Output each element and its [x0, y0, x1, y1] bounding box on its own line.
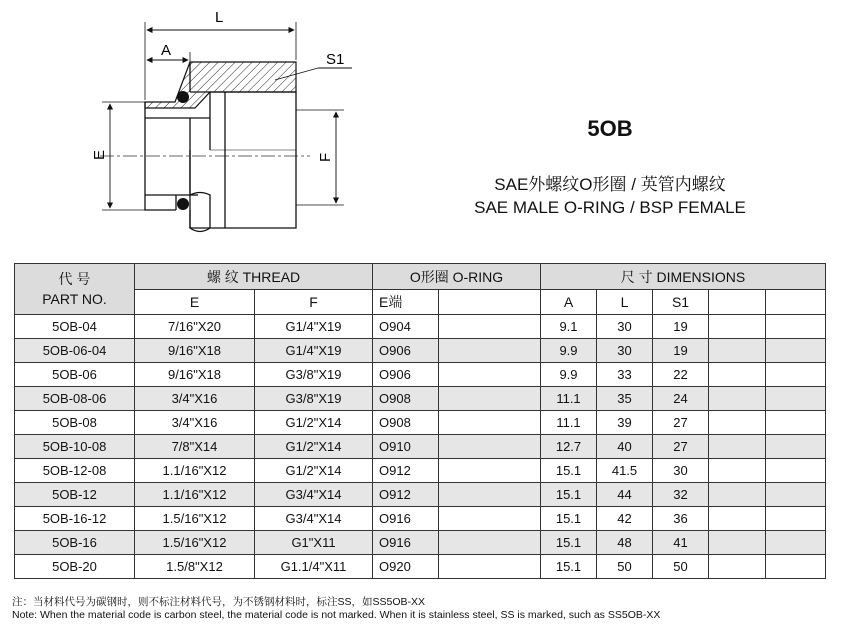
cell-dim-A: 11.1	[541, 411, 597, 435]
cell-dim-A: 15.1	[541, 555, 597, 579]
cell-oring: O916	[373, 531, 439, 555]
cell-blank	[709, 315, 766, 339]
table-row	[15, 315, 826, 339]
cell-blank	[709, 531, 766, 555]
cell-blank	[766, 459, 826, 483]
note-cn: 注：当材料代号为碳钢时，则不标注材料代号，为不锈钢材料时，标注SS，如SS5OB-XX	[12, 596, 426, 608]
cell-part-no: 5OB-10-08	[15, 435, 135, 459]
cell-blank	[439, 435, 541, 459]
header-dimensions: 尺 寸 DIMENSIONS	[541, 264, 826, 290]
header-col-L: L	[597, 290, 653, 315]
cell-dim-S1: 50	[653, 555, 709, 579]
cell-part-no: 5OB-12	[15, 483, 135, 507]
cell-blank	[439, 555, 541, 579]
cell-dim-L: 44	[597, 483, 653, 507]
header-col-oring-E: E端	[373, 290, 439, 315]
cell-oring: O912	[373, 483, 439, 507]
cell-thread-F: G1.1/4"X11	[255, 555, 373, 579]
cell-dim-S1: 19	[653, 315, 709, 339]
cell-blank	[709, 339, 766, 363]
cell-thread-F: G1/4"X19	[255, 339, 373, 363]
header-thread: 螺 纹 THREAD	[135, 264, 373, 290]
cell-dim-S1: 30	[653, 459, 709, 483]
cell-part-no: 5OB-04	[15, 315, 135, 339]
cell-thread-F: G1/2"X14	[255, 435, 373, 459]
cell-dim-A: 15.1	[541, 483, 597, 507]
cell-blank	[766, 315, 826, 339]
cell-blank	[709, 363, 766, 387]
cell-thread-E: 3/4"X16	[135, 387, 255, 411]
cell-dim-S1: 32	[653, 483, 709, 507]
cell-thread-F: G1/2"X14	[255, 459, 373, 483]
cell-blank	[709, 435, 766, 459]
cell-thread-E: 9/16"X18	[135, 363, 255, 387]
cell-thread-F: G3/4"X14	[255, 507, 373, 531]
table-row	[15, 411, 826, 435]
cell-part-no: 5OB-16-12	[15, 507, 135, 531]
cell-dim-L: 42	[597, 507, 653, 531]
header-col-blank	[439, 290, 541, 315]
cell-thread-F: G1/4"X19	[255, 315, 373, 339]
cell-dim-S1: 27	[653, 411, 709, 435]
cell-dim-A: 15.1	[541, 459, 597, 483]
cell-dim-S1: 27	[653, 435, 709, 459]
table-row	[15, 339, 826, 363]
cell-dim-L: 30	[597, 339, 653, 363]
fitting-drawing	[0, 0, 420, 260]
cell-oring: O908	[373, 387, 439, 411]
dim-S1-label: S1	[326, 51, 345, 68]
cell-dim-A: 9.1	[541, 315, 597, 339]
product-name-en: SAE MALE O-RING / BSP FEMALE	[474, 198, 746, 217]
table-row	[15, 435, 826, 459]
cell-blank	[766, 555, 826, 579]
o-ring-top	[177, 91, 189, 103]
cell-dim-A: 15.1	[541, 531, 597, 555]
cell-blank	[709, 459, 766, 483]
dim-F-label: F	[317, 152, 334, 162]
cell-blank	[439, 483, 541, 507]
cell-blank	[439, 315, 541, 339]
cell-thread-F: G1/2"X14	[255, 411, 373, 435]
table-row	[15, 387, 826, 411]
product-name-cn: SAE外螺纹O形圈 / 英管内螺纹	[494, 175, 726, 194]
cell-dim-L: 30	[597, 315, 653, 339]
cell-oring: O908	[373, 411, 439, 435]
header-col-A: A	[541, 290, 597, 315]
table-row	[15, 483, 826, 507]
cell-blank	[439, 459, 541, 483]
cell-blank	[766, 363, 826, 387]
table-row	[15, 555, 826, 579]
cell-blank	[709, 411, 766, 435]
cell-blank	[709, 555, 766, 579]
cell-thread-F: G3/4"X14	[255, 483, 373, 507]
cell-blank	[439, 531, 541, 555]
dim-L-label: L	[215, 9, 224, 26]
header-part-en: PART NO.	[42, 291, 107, 307]
header-col-blank	[709, 290, 766, 315]
cell-dim-S1: 19	[653, 339, 709, 363]
cell-dim-L: 39	[597, 411, 653, 435]
cell-dim-S1: 24	[653, 387, 709, 411]
header-part-no	[15, 264, 135, 315]
cell-oring: O910	[373, 435, 439, 459]
cell-dim-L: 35	[597, 387, 653, 411]
cell-thread-F: G1"X11	[255, 531, 373, 555]
header-oring: O形圈 O-RING	[373, 264, 541, 290]
cell-dim-L: 40	[597, 435, 653, 459]
cell-thread-E: 1.5/16"X12	[135, 507, 255, 531]
table-row	[15, 363, 826, 387]
dim-A-label: A	[161, 42, 172, 59]
cell-blank	[439, 507, 541, 531]
cell-oring: O904	[373, 315, 439, 339]
header-col-F: F	[255, 290, 373, 315]
cell-blank	[709, 507, 766, 531]
note-en: Note: When the material code is carbon steel, the material code is not marked. When it is stainless steel, SS is marked, such as SS5OB-XX	[12, 609, 661, 621]
cell-blank	[766, 387, 826, 411]
header-col-E: E	[135, 290, 255, 315]
cell-thread-E: 7/8"X14	[135, 435, 255, 459]
cell-part-no: 5OB-06	[15, 363, 135, 387]
cell-thread-F: G3/8"X19	[255, 363, 373, 387]
cell-part-no: 5OB-06-04	[15, 339, 135, 363]
table-row	[15, 507, 826, 531]
section-hatch	[145, 62, 296, 108]
cell-blank	[766, 483, 826, 507]
cell-part-no: 5OB-08	[15, 411, 135, 435]
cell-dim-L: 41.5	[597, 459, 653, 483]
cell-thread-E: 1.5/16"X12	[135, 531, 255, 555]
o-ring-bottom	[177, 198, 189, 210]
cell-dim-A: 15.1	[541, 507, 597, 531]
spec-table	[14, 263, 826, 579]
cell-dim-A: 9.9	[541, 363, 597, 387]
cell-thread-E: 1.1/16"X12	[135, 459, 255, 483]
cell-thread-E: 7/16"X20	[135, 315, 255, 339]
cell-oring: O920	[373, 555, 439, 579]
cell-dim-S1: 36	[653, 507, 709, 531]
cell-oring: O912	[373, 459, 439, 483]
cell-oring: O916	[373, 507, 439, 531]
table-row	[15, 459, 826, 483]
cell-part-no: 5OB-20	[15, 555, 135, 579]
cell-oring: O906	[373, 339, 439, 363]
cell-dim-A: 12.7	[541, 435, 597, 459]
cell-dim-A: 11.1	[541, 387, 597, 411]
cell-thread-E: 9/16"X18	[135, 339, 255, 363]
cell-thread-E: 1.1/16"X12	[135, 483, 255, 507]
cell-blank	[439, 339, 541, 363]
cell-oring: O906	[373, 363, 439, 387]
product-code: 5OB	[587, 116, 633, 141]
cell-blank	[709, 483, 766, 507]
cell-thread-F: G3/8"X19	[255, 387, 373, 411]
table-row	[15, 531, 826, 555]
cell-blank	[766, 411, 826, 435]
cell-blank	[766, 435, 826, 459]
cell-part-no: 5OB-16	[15, 531, 135, 555]
header-col-blank	[766, 290, 826, 315]
cell-part-no: 5OB-08-06	[15, 387, 135, 411]
cell-dim-L: 48	[597, 531, 653, 555]
cell-blank	[439, 363, 541, 387]
cell-blank	[709, 387, 766, 411]
cell-thread-E: 1.5/8"X12	[135, 555, 255, 579]
header-part-cn: 代 号	[58, 271, 91, 287]
cell-dim-A: 9.9	[541, 339, 597, 363]
header-col-S1: S1	[653, 290, 709, 315]
cell-dim-S1: 22	[653, 363, 709, 387]
cell-part-no: 5OB-12-08	[15, 459, 135, 483]
cell-dim-L: 33	[597, 363, 653, 387]
dim-E-label: E	[91, 149, 108, 160]
cell-blank	[766, 531, 826, 555]
cell-blank	[439, 411, 541, 435]
cell-blank	[766, 339, 826, 363]
cell-dim-L: 50	[597, 555, 653, 579]
cell-dim-S1: 41	[653, 531, 709, 555]
cell-blank	[766, 507, 826, 531]
cell-thread-E: 3/4"X16	[135, 411, 255, 435]
cell-blank	[439, 387, 541, 411]
